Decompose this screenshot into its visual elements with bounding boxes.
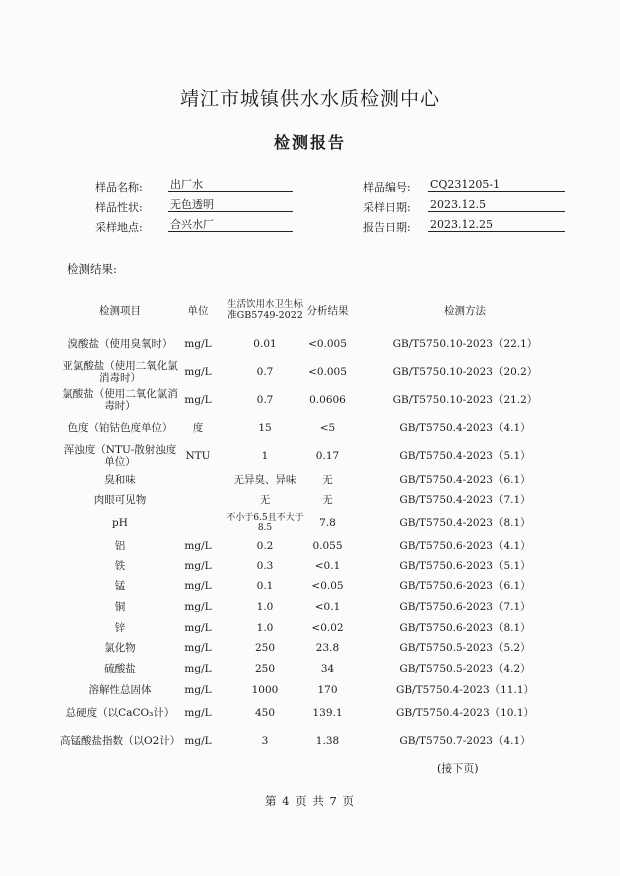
row-method: GB/T5750.4-2023（11.1） [395, 683, 535, 696]
sample-number-value: CQ231205-1 [428, 178, 565, 192]
row-item: 氯化物 [104, 641, 136, 654]
row-item: 总硬度（以CaCO₃计） [65, 706, 175, 719]
report-title: 检测报告 [273, 133, 346, 152]
row-standard: 无异臭、异味 [233, 473, 297, 486]
row-method: GB/T5750.4-2023（4.1） [399, 421, 531, 434]
row-result: <0.02 [311, 621, 344, 634]
row-method: GB/T5750.4-2023（6.1） [399, 473, 531, 486]
row-method: GB/T5750.6-2023（4.1） [399, 539, 531, 552]
page-number: 第 4 页 共 7 页 [265, 794, 355, 808]
sample-number-label: 样品编号: [363, 181, 411, 194]
row-standard: 250 [254, 641, 276, 654]
row-item: 锰 [114, 579, 126, 592]
row-standard: 0.3 [256, 559, 274, 572]
table-row [60, 726, 570, 756]
row-item: 色度（铂钴色度单位） [67, 421, 173, 434]
row-item: 肉眼可见物 [93, 493, 147, 506]
table-row [60, 442, 570, 470]
row-item: 硫酸盐 [104, 662, 136, 675]
sample-name-label: 样品名称: [95, 181, 143, 194]
row-standard: 1.0 [256, 600, 274, 613]
row-method: GB/T5750.4-2023（8.1） [399, 516, 531, 529]
table-row [60, 490, 570, 510]
row-unit: mg/L [184, 662, 212, 675]
row-method: GB/T5750.10-2023（21.2） [392, 393, 538, 406]
row-unit: mg/L [184, 559, 212, 572]
row-item: 铝 [114, 539, 126, 552]
row-item: 溴酸盐（使用臭氧时） [67, 337, 173, 350]
row-standard: 0.2 [256, 539, 274, 552]
row-standard: 450 [254, 706, 276, 719]
row-standard: 无 [259, 493, 271, 506]
row-unit: mg/L [184, 734, 212, 747]
row-method: GB/T5750.10-2023（22.1） [392, 337, 538, 350]
row-method: GB/T5750.5-2023（5.2） [399, 641, 531, 654]
row-result: 34 [320, 662, 335, 675]
row-method: GB/T5750.6-2023（5.1） [399, 559, 531, 572]
table-row [60, 556, 570, 576]
row-unit: mg/L [184, 365, 212, 378]
row-method: GB/T5750.6-2023（7.1） [399, 600, 531, 613]
table-header [60, 293, 570, 329]
row-standard: 1000 [251, 683, 279, 696]
row-method: GB/T5750.10-2023（20.2） [392, 365, 538, 378]
row-item: 溶解性总固体 [88, 683, 152, 696]
row-standard: 0.7 [256, 365, 274, 378]
row-standard: 3 [261, 734, 269, 747]
row-result: 139.1 [312, 706, 343, 719]
table-row [60, 330, 570, 358]
report-date-value: 2023.12.25 [428, 218, 565, 232]
table-row [60, 470, 570, 490]
sample-name-value: 出厂水 [168, 178, 293, 192]
header-unit: 单位 [187, 304, 209, 317]
row-standard: 0.01 [253, 337, 277, 350]
row-result: <0.1 [314, 559, 341, 572]
table-row [60, 510, 570, 536]
row-method: GB/T5750.4-2023（10.1） [395, 706, 535, 719]
row-standard: 1 [261, 449, 269, 462]
table-row [60, 414, 570, 442]
row-result: 170 [317, 683, 338, 696]
row-method: GB/T5750.7-2023（4.1） [399, 734, 531, 747]
row-result: 0.055 [312, 539, 343, 552]
row-standard: 1.0 [256, 621, 274, 634]
row-unit: mg/L [184, 393, 212, 406]
row-method: GB/T5750.4-2023（7.1） [399, 493, 531, 506]
row-item: pH [112, 516, 128, 529]
row-item: 高锰酸盐指数（以O2计） [60, 734, 181, 747]
sample-property-label: 样品性状: [95, 201, 143, 214]
header-method: 检测方法 [444, 304, 486, 317]
row-unit [173, 510, 223, 536]
header-item: 检测项目 [99, 304, 141, 317]
row-method: GB/T5750.6-2023（6.1） [399, 579, 531, 592]
organization-name: 靖江市城镇供水水质检测中心 [179, 88, 440, 110]
row-result: <0.005 [308, 365, 347, 378]
row-method: GB/T5750.6-2023（8.1） [399, 621, 531, 634]
row-result: 1.38 [315, 734, 340, 747]
table-row [60, 618, 570, 638]
row-item: 浑浊度（NTU-散射浊度单位） [63, 443, 177, 468]
results-label: 检测结果: [67, 262, 117, 276]
row-item: 氯酸盐（使用二氧化氯消毒时） [62, 387, 178, 412]
table-row [60, 597, 570, 617]
row-item: 锌 [114, 621, 126, 634]
row-result: 0.17 [315, 449, 340, 462]
header-result: 分析结果 [306, 304, 349, 317]
sample-property-value: 无色透明 [168, 198, 293, 212]
table-row [60, 536, 570, 556]
table-row [60, 659, 570, 679]
table-row [60, 638, 570, 658]
sampling-location-label: 采样地点: [95, 221, 143, 234]
row-result: 0.0606 [309, 393, 346, 406]
row-method: GB/T5750.4-2023（5.1） [399, 449, 531, 462]
row-unit: 度 [192, 421, 204, 434]
row-unit: mg/L [184, 621, 212, 634]
row-item: 铜 [114, 600, 126, 613]
row-unit: mg/L [184, 579, 212, 592]
row-unit: mg/L [184, 683, 212, 696]
row-item: 铁 [114, 559, 126, 572]
row-unit: mg/L [184, 641, 212, 654]
row-standard: 0.1 [256, 579, 274, 592]
row-standard: 不小于6.5且不大于8.5 [226, 512, 304, 533]
report-date-label: 报告日期: [363, 221, 411, 234]
row-item: 亚氯酸盐（使用二氧化氯消毒时） [62, 359, 178, 384]
row-unit: NTU [185, 449, 211, 462]
row-unit: mg/L [184, 337, 212, 350]
sampling-date-label: 采样日期: [363, 201, 411, 214]
row-method: GB/T5750.5-2023（4.2） [399, 662, 531, 675]
table-row [60, 358, 570, 386]
row-unit [173, 470, 223, 490]
continued-note: (接下页) [437, 762, 479, 775]
row-standard: 250 [254, 662, 276, 675]
row-item: 臭和味 [104, 473, 136, 486]
table-row [60, 576, 570, 596]
table-row [60, 702, 570, 724]
row-standard: 0.7 [256, 393, 274, 406]
sampling-date-value: 2023.12.5 [428, 198, 565, 212]
row-result: <0.1 [314, 600, 341, 613]
row-result: 无 [322, 473, 333, 486]
header-standard: 生活饮用水卫生标准GB5749-2022 [226, 299, 303, 321]
row-unit [173, 490, 223, 510]
row-result: 7.8 [319, 516, 336, 529]
row-result: <0.05 [311, 579, 344, 592]
row-unit: mg/L [184, 539, 212, 552]
row-result: <5 [319, 421, 336, 434]
table-row [60, 386, 570, 414]
sampling-location-value: 合兴水厂 [168, 218, 293, 232]
table-row [60, 679, 570, 701]
row-unit: mg/L [184, 706, 212, 719]
row-result: <0.005 [308, 337, 347, 350]
row-result: 无 [322, 493, 333, 506]
row-standard: 15 [258, 421, 272, 434]
row-result: 23.8 [315, 641, 340, 654]
row-unit: mg/L [184, 600, 212, 613]
